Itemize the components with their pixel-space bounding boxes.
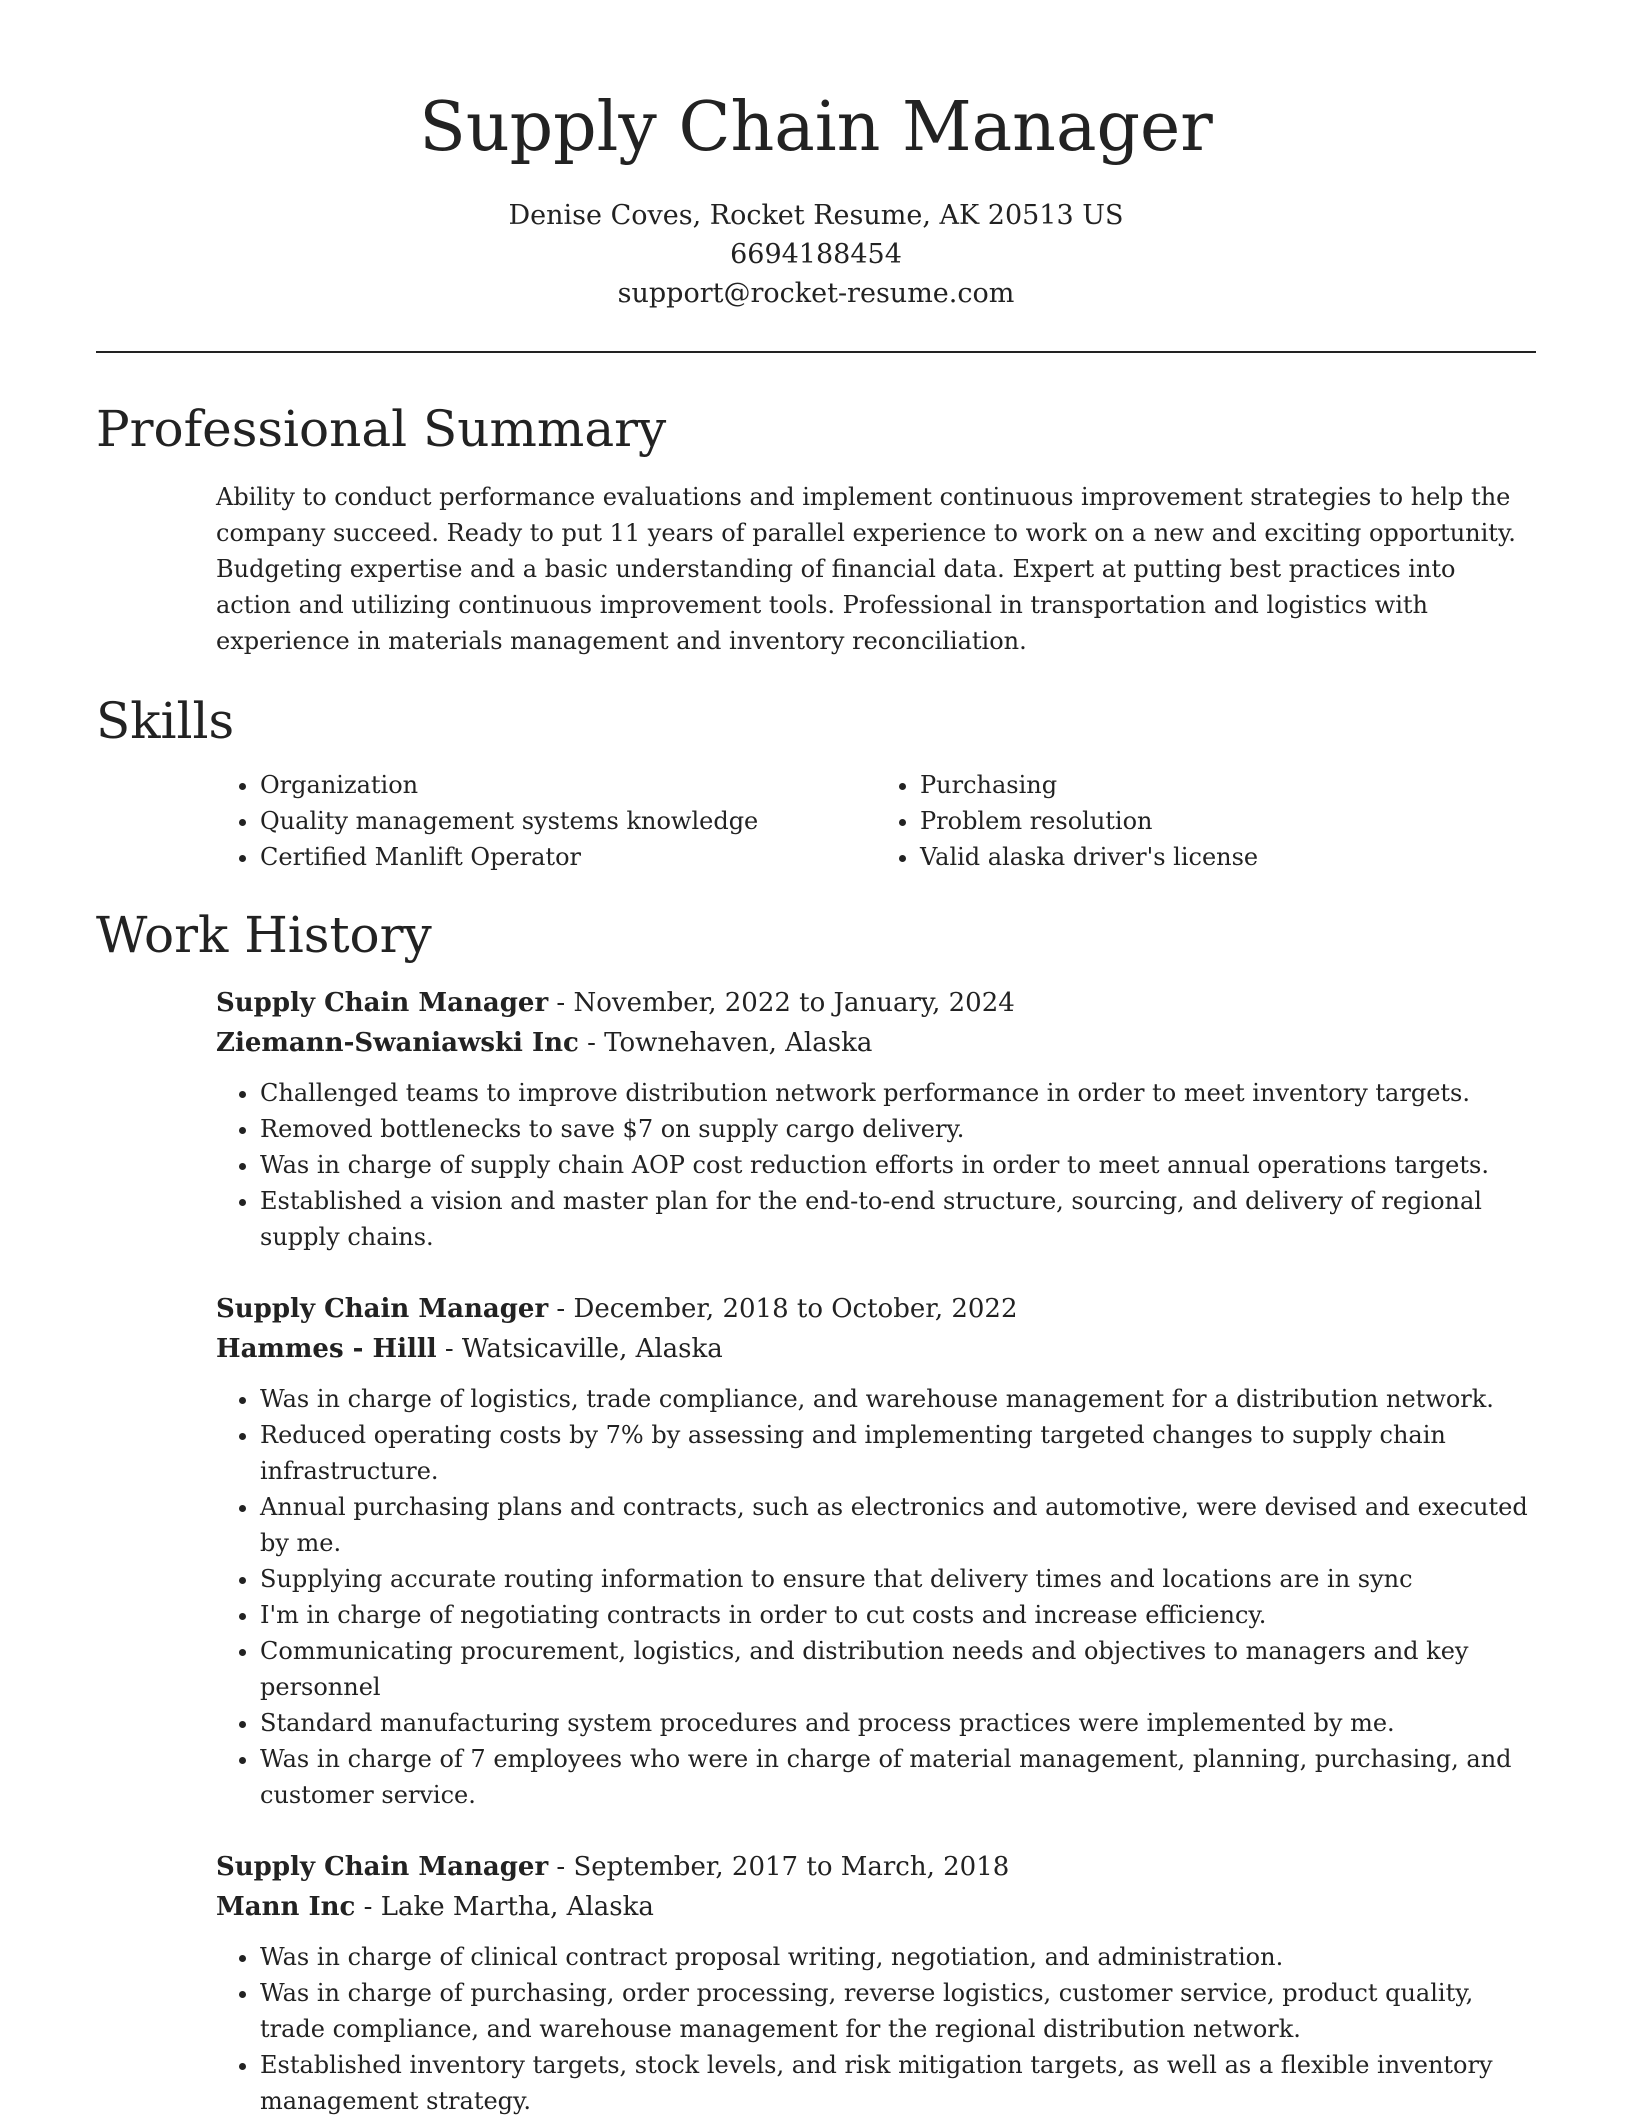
work-history-heading: Work History [96,906,432,964]
job-bullet: • Communicating procurement, logistics, and distribution needs and objectives to managers and key personnel [260,1633,1536,1705]
job-dates: - November, 2022 to January, 2024 [548,988,1015,1018]
resume-header [96,0,1536,313]
job-bullet: • Reduced operating costs by 7% by assessing and implementing targeted changes to supply chain infrastructure. [260,1417,1536,1489]
job-entry [216,1289,1536,1813]
skills-column-left [216,767,876,875]
job-company: Ziemann-Swaniawski Inc [216,1028,579,1058]
resume-page [96,0,1536,2119]
skill-item: • Organization [260,767,876,803]
skill-item: • Problem resolution [920,803,1536,839]
job-title-line [216,1847,1536,1887]
job-bullet-list [216,1381,1536,1813]
resume-name: Supply Chain Manager [419,88,1213,167]
job-location: - Watsicaville, Alaska [436,1334,723,1364]
job-position: Supply Chain Manager [216,1294,549,1324]
job-bullet: • I'm in charge of negotiating contracts in order to cut costs and increase efficiency. [260,1597,1536,1633]
job-bullet: • Standard manufacturing system procedures and process practices were implemented by me. [260,1705,1536,1741]
skill-item: • Purchasing [920,767,1536,803]
job-bullet: • Was in charge of 7 employees who were in charge of material management, planning, purchasing, and customer service. [260,1741,1536,1813]
job-company-line [216,1023,1536,1063]
summary-text: Ability to conduct performance evaluations and implement continuous improvement strategies to help the company succeed. Ready to put 11 years of parallel experience to work on a new and exciting opportunity. Budgeting expertise and a basic understanding of financial data. Expert at putting best practices into action and utilizing continuous improvement tools. Professional in transportation and logistics with experience in materials management and inventory reconciliation. [216,483,1516,655]
job-company-line [216,1329,1536,1369]
skill-item: • Valid alaska driver's license [920,839,1536,875]
job-bullet: • Was in charge of logistics, trade compliance, and warehouse management for a distribution network. [260,1381,1536,1417]
contact-phone: 6694188454 [730,239,902,270]
skill-item: • Quality management systems knowledge [260,803,876,839]
skill-item: • Certified Manlift Operator [260,839,876,875]
job-company: Hammes - Hilll [216,1334,437,1364]
job-company: Mann Inc [216,1892,356,1922]
job-bullet: • Challenged teams to improve distribution network performance in order to meet inventory targets. [260,1075,1536,1111]
summary-heading: Professional Summary [96,400,667,458]
work-history-section [96,903,1536,2119]
job-company-line [216,1887,1536,1927]
header-divider [96,351,1536,353]
job-entry [216,1847,1536,2119]
job-location: - Townehaven, Alaska [578,1028,873,1058]
job-position: Supply Chain Manager [216,1852,549,1882]
job-entry [216,983,1536,1255]
job-location: - Lake Martha, Alaska [355,1892,654,1922]
job-position: Supply Chain Manager [216,988,549,1018]
job-dates: - December, 2018 to October, 2022 [548,1294,1018,1324]
job-bullet: • Annual purchasing plans and contracts, such as electronics and automotive, were devised and executed by me. [260,1489,1536,1561]
job-bullet-list [216,1939,1536,2119]
job-bullet: • Supplying accurate routing information to ensure that delivery times and locations are in sync [260,1561,1536,1597]
job-bullet-list [216,1075,1536,1255]
skills-heading: Skills [96,692,235,750]
skills-column-right [876,767,1536,875]
job-bullet: • Was in charge of purchasing, order processing, reverse logistics, customer service, product quality, trade compliance, and warehouse management for the regional distribution network. [260,1975,1536,2047]
skills-grid [216,767,1536,875]
skills-section [96,689,1536,875]
job-dates: - September, 2017 to March, 2018 [548,1852,1010,1882]
job-bullet: • Was in charge of supply chain AOP cost reduction efforts in order to meet annual operations targets. [260,1147,1536,1183]
summary-section [96,397,1536,659]
job-bullet: • Established inventory targets, stock levels, and risk mitigation targets, as well as a flexible inventory management strategy. [260,2047,1536,2119]
contact-block [96,196,1536,313]
contact-address: Denise Coves, Rocket Resume, AK 20513 US [508,200,1124,231]
job-bullet: • Was in charge of clinical contract proposal writing, negotiation, and administration. [260,1939,1536,1975]
job-bullet: • Established a vision and master plan for the end-to-end structure, sourcing, and delivery of regional supply chains. [260,1183,1536,1255]
job-title-line [216,983,1536,1023]
contact-email: support@rocket-resume.com [617,278,1015,309]
job-bullet: • Removed bottlenecks to save $7 on supply cargo delivery. [260,1111,1536,1147]
job-title-line [216,1289,1536,1329]
